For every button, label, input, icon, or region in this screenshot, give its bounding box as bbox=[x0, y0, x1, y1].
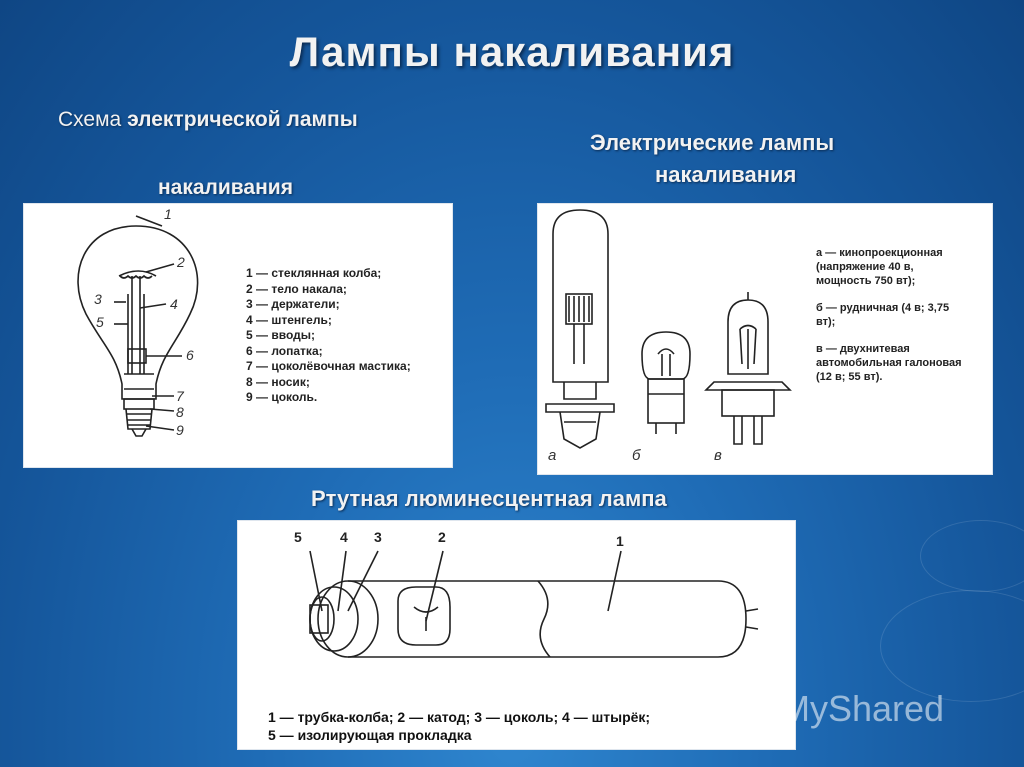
left-heading-line2: накаливания bbox=[158, 176, 293, 199]
fluorescent-tube-icon bbox=[238, 521, 795, 706]
bulb-num-3: 3 bbox=[94, 291, 102, 307]
bulb-legend-item: 6 — лопатка; bbox=[246, 343, 323, 358]
bulb-num-4: 4 bbox=[170, 296, 178, 312]
tube-num-2: 2 bbox=[438, 529, 446, 545]
bulb-num-2: 2 bbox=[177, 254, 185, 270]
lamps-legend-item: а — кинопроекционная bbox=[816, 247, 943, 259]
ripple-decoration bbox=[920, 520, 1024, 592]
bulb-num-7: 7 bbox=[176, 388, 184, 404]
lamps-legend-item: мощность 750 вт); bbox=[816, 275, 916, 287]
tube-num-4: 4 bbox=[340, 529, 348, 545]
bulb-legend bbox=[246, 266, 411, 406]
bottom-heading: Ртутная люминесцентная лампа bbox=[311, 486, 667, 511]
tube-legend-line: 1 — трубка-колба; 2 — катод; 3 — цоколь; 4 — штырёк; bbox=[268, 709, 651, 725]
lamps-legend bbox=[816, 246, 962, 384]
lamps-legend-item: в — двухнитевая bbox=[816, 343, 910, 355]
bulb-legend-item: 2 — тело накала; bbox=[246, 281, 347, 296]
tube-num-5: 5 bbox=[294, 529, 302, 545]
lamp-letter-b: б bbox=[632, 447, 641, 464]
watermark-logo: MyShared bbox=[780, 688, 945, 729]
right-heading-line1: Электрические лампы bbox=[590, 130, 835, 155]
tube-legend-line: 5 — изолирующая прокладка bbox=[268, 727, 472, 743]
bulb-num-6: 6 bbox=[186, 347, 194, 363]
bulb-legend-item: 8 — носик; bbox=[246, 374, 310, 389]
left-heading bbox=[58, 108, 358, 132]
page-title: Лампы накаливания bbox=[289, 28, 735, 75]
bulb-num-8: 8 bbox=[176, 404, 184, 420]
bulb-diagram-icon bbox=[44, 204, 234, 464]
lamp-letter-c: в bbox=[714, 447, 722, 464]
bulb-legend-item: 5 — вводы; bbox=[246, 328, 315, 342]
bulb-legend-item: 4 — штенгель; bbox=[246, 312, 332, 327]
tube-num-3: 3 bbox=[374, 529, 382, 545]
lamps-legend-item: б — рудничная (4 в; 3,75 bbox=[816, 302, 950, 314]
lamps-legend-item: автомобильная галоновая bbox=[816, 357, 962, 369]
left-heading-part1: Схема bbox=[58, 108, 122, 131]
bulb-num-5: 5 bbox=[96, 314, 104, 330]
lamps-legend-item: (напряжение 40 в, bbox=[816, 261, 914, 273]
lamp-letter-a: а bbox=[548, 447, 557, 464]
tube-num-1: 1 bbox=[616, 533, 624, 549]
lamps-illustration-icon bbox=[538, 204, 808, 474]
lamps-legend-item: вт); bbox=[816, 316, 836, 328]
bulb-legend-item: 9 — цоколь. bbox=[246, 390, 318, 404]
bulb-legend-item: 7 — цоколёвочная мастика; bbox=[246, 359, 411, 373]
bulb-num-9: 9 bbox=[176, 422, 184, 438]
tube-legend bbox=[268, 708, 650, 744]
bulb-num-1: 1 bbox=[164, 206, 172, 222]
bulb-legend-item: 1 — стеклянная колба; bbox=[246, 266, 382, 280]
lamps-legend-item: (12 в; 55 вт). bbox=[816, 371, 883, 383]
ripple-decoration bbox=[880, 590, 1024, 702]
left-heading-part2: электрической лампы bbox=[127, 108, 358, 131]
bulb-legend-item: 3 — держатели; bbox=[246, 297, 340, 311]
lamps-panel bbox=[537, 203, 993, 475]
right-heading-line2: накаливания bbox=[655, 162, 797, 187]
bulb-diagram-panel bbox=[23, 203, 453, 468]
